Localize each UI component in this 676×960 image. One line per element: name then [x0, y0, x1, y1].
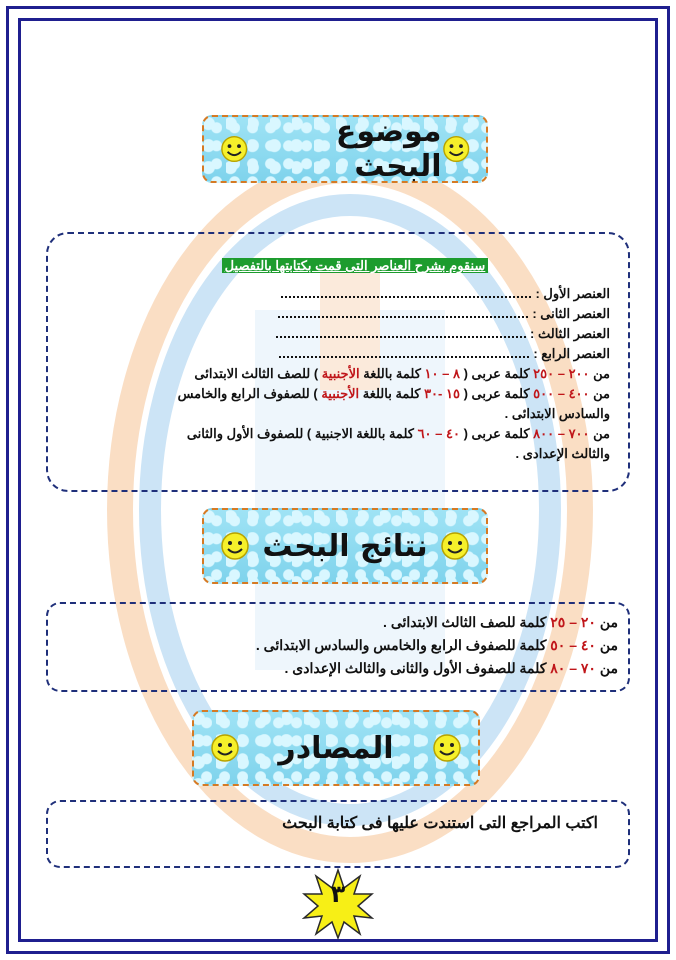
research-topic-content	[80, 256, 610, 464]
result-line-3: من ٧٠ – ٨٠ كلمة للصفوف الأول والثانى والثالث الإعدادى .	[284, 660, 618, 676]
fill-in-line[interactable]	[276, 326, 526, 338]
research-results-title: نتائج البحث	[262, 528, 428, 564]
word-count-rule-3: من ٧٠٠ – ٨٠٠ كلمة عربى ( ٤٠ – ٦٠ كلمة باللغة الاجنبية ) للصفوف الأول والثانى	[186, 426, 610, 441]
sources-box	[46, 800, 630, 868]
instruction-text: سنقوم بشرح العناصر التى قمت بكتابتها بالتفصيل	[222, 258, 489, 273]
sources-header	[192, 710, 480, 786]
word-count-rule-2: من ٤٠٠ – ٥٠٠ كلمة عربى ( ١٥ -٣٠ كلمة باللغة الأجنبية ) للصفوف الرابع والخامس	[177, 386, 610, 401]
word-count-rule-2-cont: والسادس الابتدائى .	[504, 406, 610, 421]
element-line-3: العنصر الثالث :	[80, 324, 610, 344]
page-number: ٣	[330, 880, 346, 908]
sources-title: المصادر	[278, 730, 394, 766]
smiley-face-icon	[220, 134, 248, 164]
smiley-face-icon	[440, 531, 470, 561]
element-line-1: العنصر الأول :	[80, 284, 610, 304]
research-topic-title: موضوع البحث	[335, 114, 442, 184]
research-results-content	[70, 611, 618, 680]
smiley-face-icon	[432, 733, 462, 763]
result-line-1: من ٢٠ – ٢٥ كلمة للصف الثالث الابتدائى .	[383, 614, 618, 630]
smiley-face-icon	[210, 733, 240, 763]
word-count-rule-1: من ٢٠٠ – ٢٥٠ كلمة عربى ( ٨ – ١٠ كلمة باللغة الأجنبية ) للصف الثالث الابتدائى	[194, 366, 610, 381]
smiley-face-icon	[220, 531, 250, 561]
fill-in-line[interactable]	[279, 346, 529, 358]
element-line-2: العنصر الثانى :	[80, 304, 610, 324]
smiley-face-icon	[442, 134, 470, 164]
research-topic-header	[202, 115, 488, 183]
research-results-header	[202, 508, 488, 584]
element-line-4: العنصر الرابع :	[80, 344, 610, 364]
fill-in-line[interactable]	[281, 286, 531, 298]
sources-text: اكتب المراجع التى استندت عليها فى كتابة البحث	[282, 815, 598, 832]
word-count-rule-3-cont: والثالث الإعدادى .	[515, 446, 610, 461]
result-line-2: من ٤٠ – ٥٠ كلمة للصفوف الرابع والخامس والسادس الابتدائى .	[255, 637, 618, 653]
fill-in-line[interactable]	[278, 306, 528, 318]
